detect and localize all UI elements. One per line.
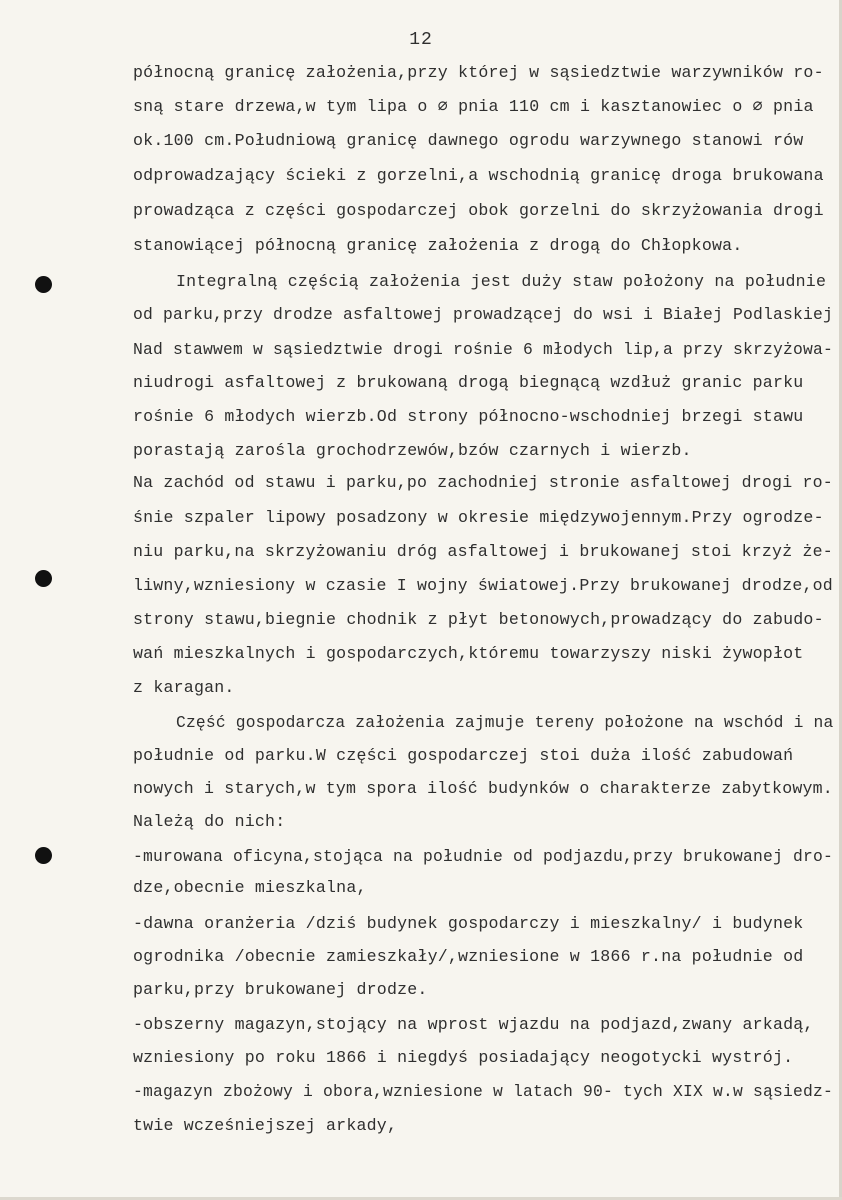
text-line: parku,przy brukowanej drodze.	[133, 980, 428, 999]
text-line: południe od parku.W części gospodarczej stoi duża ilość zabudowań	[133, 746, 794, 765]
text-line: -dawna oranżeria /dziś budynek gospodarczy i mieszkalny/ i budynek	[133, 914, 804, 933]
text-line: wzniesiony po roku 1866 i niegdyś posiadający neogotycki wystrój.	[133, 1048, 794, 1067]
text-line: porastają zarośla grochodrzewów,bzów czarnych i wierzb.	[133, 441, 692, 460]
text-line: północną granicę założenia,przy której w sąsiedztwie warzywników ro-	[133, 63, 824, 82]
text-line: odprowadzający ścieki z gorzelni,a wschodnią granicę droga brukowana	[133, 166, 824, 185]
text-line: niu parku,na skrzyżowaniu dróg asfaltowej i brukowanej stoi krzyż że-	[133, 542, 833, 561]
punch-hole-middle	[35, 570, 52, 587]
text-line: ok.100 cm.Południową granicę dawnego ogrodu warzywnego stanowi rów	[133, 131, 804, 150]
text-line: Na zachód od stawu i parku,po zachodniej stronie asfaltowej drogi ro-	[133, 473, 833, 492]
text-line: prowadząca z części gospodarczej obok gorzelni do skrzyżowania drogi	[133, 201, 824, 220]
punch-hole-bottom	[35, 847, 52, 864]
text-line: Część gospodarcza założenia zajmuje tereny położone na wschód i na	[176, 713, 834, 732]
text-line: rośnie 6 młodych wierzb.Od strony północno-wschodniej brzegi stawu	[133, 407, 804, 426]
text-line: Należą do nich:	[133, 812, 286, 831]
text-line: twie wcześniejszej arkady,	[133, 1116, 398, 1135]
text-line: niudrogi asfaltowej z brukowaną drogą biegnącą wzdłuż granic parku	[133, 373, 804, 392]
text-line: strony stawu,biegnie chodnik z płyt betonowych,prowadzący do zabudo-	[133, 610, 824, 629]
text-line: z karagan.	[133, 678, 235, 697]
text-line: Integralną częścią założenia jest duży staw położony na południe	[176, 272, 827, 291]
text-line: sną stare drzewa,w tym lipa o ∅ pnia 110 cm i kasztanowiec o ∅ pnia	[133, 97, 814, 116]
text-line: -magazyn zbożowy i obora,wzniesione w latach 90- tych XIX w.w sąsiedz-	[133, 1082, 834, 1101]
text-line: -murowana oficyna,stojąca na południe od podjazdu,przy brukowanej dro-	[133, 847, 834, 866]
text-line: śnie szpaler lipowy posadzony w okresie międzywojennym.Przy ogrodze-	[133, 508, 824, 527]
punch-hole-top	[35, 276, 52, 293]
text-line: stanowiącej północną granicę założenia z drogą do Chłopkowa.	[133, 236, 743, 255]
text-line: liwny,wzniesiony w czasie I wojny światowej.Przy brukowanej drodze,od	[133, 576, 833, 595]
text-line: -obszerny magazyn,stojący na wprost wjazdu na podjazd,zwany arkadą,	[133, 1015, 814, 1034]
text-line: od parku,przy drodze asfaltowej prowadzącej do wsi i Białej Podlaskiej	[133, 305, 834, 324]
text-line: dze,obecnie mieszkalna,	[133, 878, 367, 897]
text-line: wań mieszkalnych i gospodarczych,któremu towarzyszy niski żywopłot	[133, 644, 804, 663]
page-number: 12	[409, 30, 433, 50]
text-line: nowych i starych,w tym spora ilość budynków o charakterze zabytkowym.	[133, 779, 833, 798]
text-line: Nad stawwem w sąsiedztwie drogi rośnie 6 młodych lip,a przy skrzyżowa-	[133, 340, 834, 359]
text-line: ogrodnika /obecnie zamieszkały/,wzniesione w 1866 r.na południe od	[133, 947, 804, 966]
